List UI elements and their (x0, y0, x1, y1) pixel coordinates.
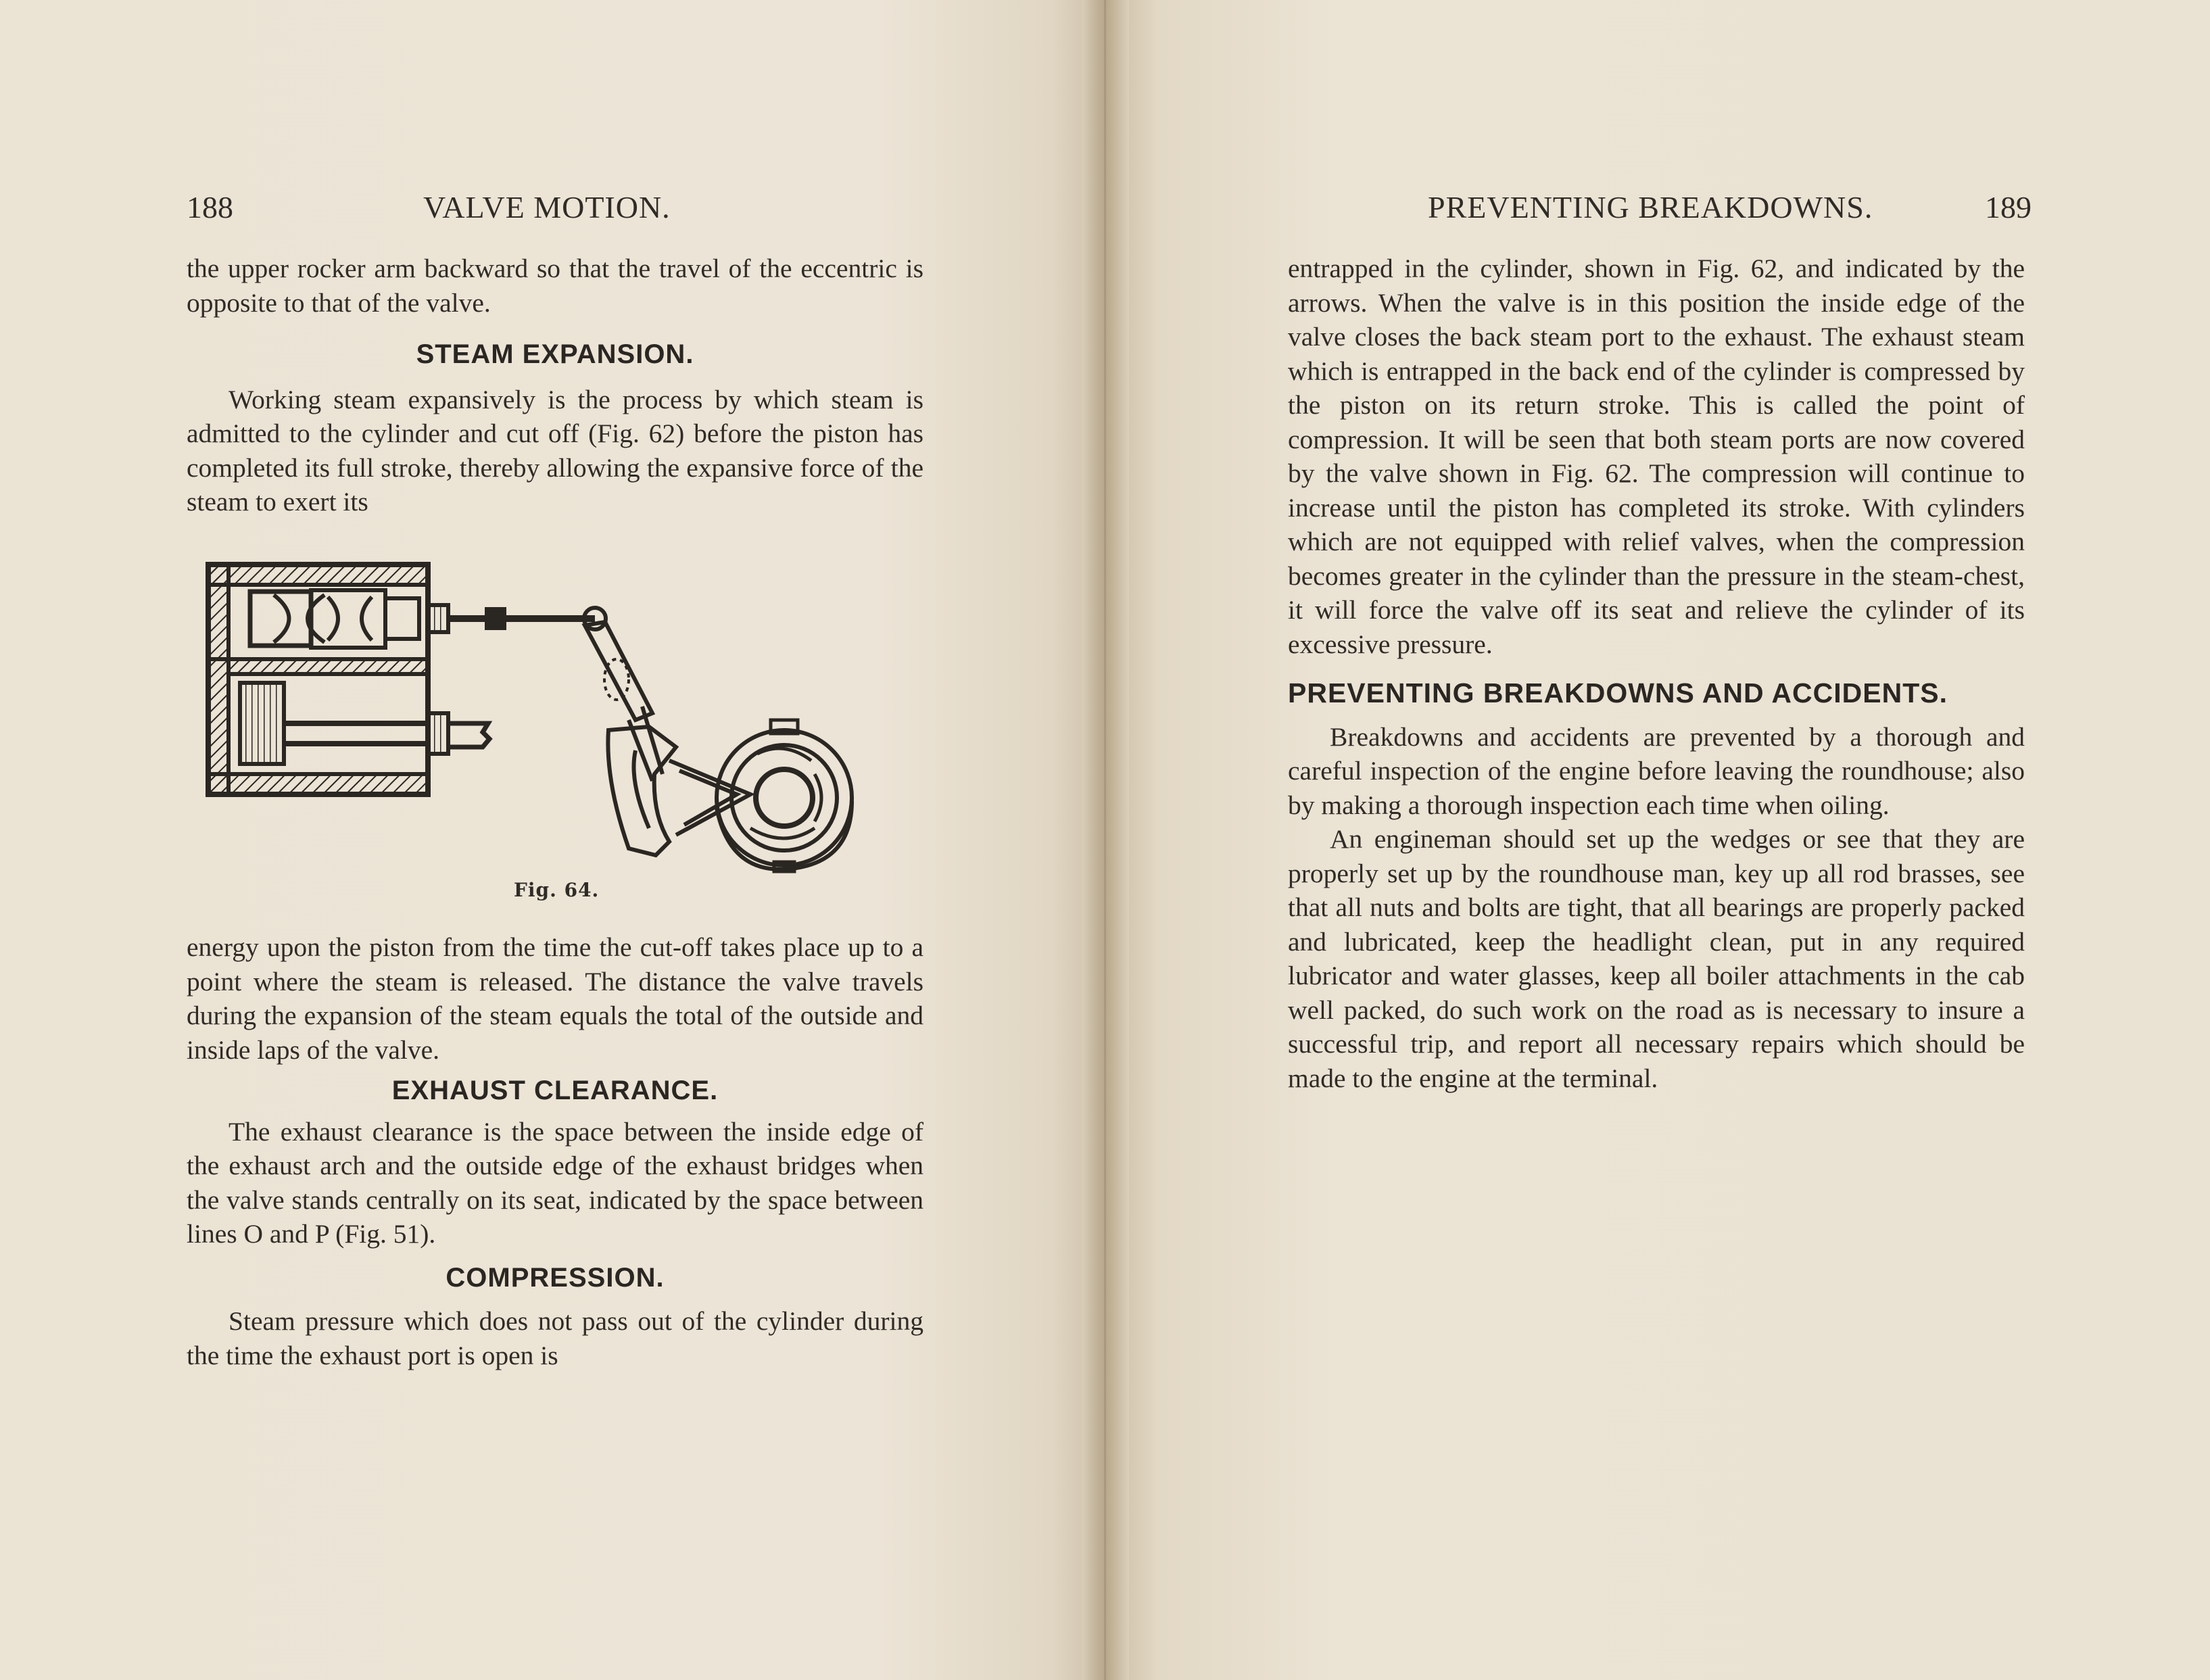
right-page-number: 189 (1985, 190, 2032, 224)
figure-caption: Fig. 64. (514, 879, 600, 901)
left-column-bottom (187, 930, 923, 1372)
gutter-crease (1104, 0, 1106, 1680)
steam-expansion-paragraph: Working steam expansively is the process by which steam is admitted to the cylinder and cut off (Fig. 62) before the piston has completed its full stroke, thereby allowing the expansive force of the steam to exert its (187, 384, 923, 517)
intro-paragraph: the upper rocker arm backward so that the travel of the eccentric is opposite to that of the valve. (187, 254, 923, 318)
compression-heading: COMPRESSION. (446, 1262, 665, 1293)
left-page-number: 188 (187, 190, 233, 224)
compression-paragraph: Steam pressure which does not pass out of the cylinder during the time the exhaust port is open is (187, 1306, 923, 1370)
steam-expansion-continued: energy upon the piston from the time the cut-off takes place up to a point where the steam is released. The distance the valve travels during the expansion of the steam equals the total of the outside and inside laps of the valve. (187, 932, 923, 1065)
exhaust-clearance-paragraph: The exhaust clearance is the space between the inside edge of the exhaust arch and the outside edge of the exhaust bridges when the valve stands centrally on its seat, indicated by the space between lines O and P (Fig. 51). (187, 1116, 923, 1249)
breakdowns-paragraph-1: Breakdowns and accidents are prevented by a thorough and careful inspection of the engine before leaving the roundhouse; also by making a thorough inspection each time when oiling. (1288, 721, 2025, 820)
compression-continued: entrapped in the cylinder, shown in Fig. 62, and indicated by the arrows. When the valve is in this position the inside edge of the valve closes the back steam port to the exhaust. The exhaust steam which is entrapped in the back end of the cylinder is compressed by the piston on its return stroke. This is called the point of compression. It will be seen that both steam ports are now covered by the valve shown in Fig. 62. The compression will continue to increase until the piston has completed its stroke. With cylinders which are not equipped with relief valves, when the compression becomes greater in the cylinder than the pressure in the steam-chest, it will force the valve off its seat and relieve the cylinder of its excessive pressure. (1288, 254, 2025, 659)
left-column-top (187, 251, 923, 519)
steam-expansion-heading: STEAM EXPANSION. (416, 339, 694, 369)
right-column (1288, 251, 2025, 1095)
exhaust-clearance-heading: EXHAUST CLEARANCE. (391, 1076, 719, 1105)
right-running-head: PREVENTING BREAKDOWNS. (1428, 190, 1873, 224)
breakdowns-paragraph-2: An engineman should set up the wedges or see that they are properly set up by the roundhouse man, key up all rod brasses, see that all nuts and bolts are tight, that all bearings are properly packed and lubricated, keep the headlight clean, put in any required lubricator and water glasses, keep all boiler attachments in the cab well packed, do such work on the road as is necessary to insure a successful trip, and report all necessary repairs which should be made to the engine at the terminal. (1288, 824, 2025, 1093)
cylinder-rocker-eccentric-drawing (203, 558, 909, 875)
left-running-head: VALVE MOTION. (423, 190, 671, 224)
valve-gear-figure (203, 558, 909, 875)
breakdowns-heading: PREVENTING BREAKDOWNS AND ACCIDENTS. (1288, 677, 1948, 709)
